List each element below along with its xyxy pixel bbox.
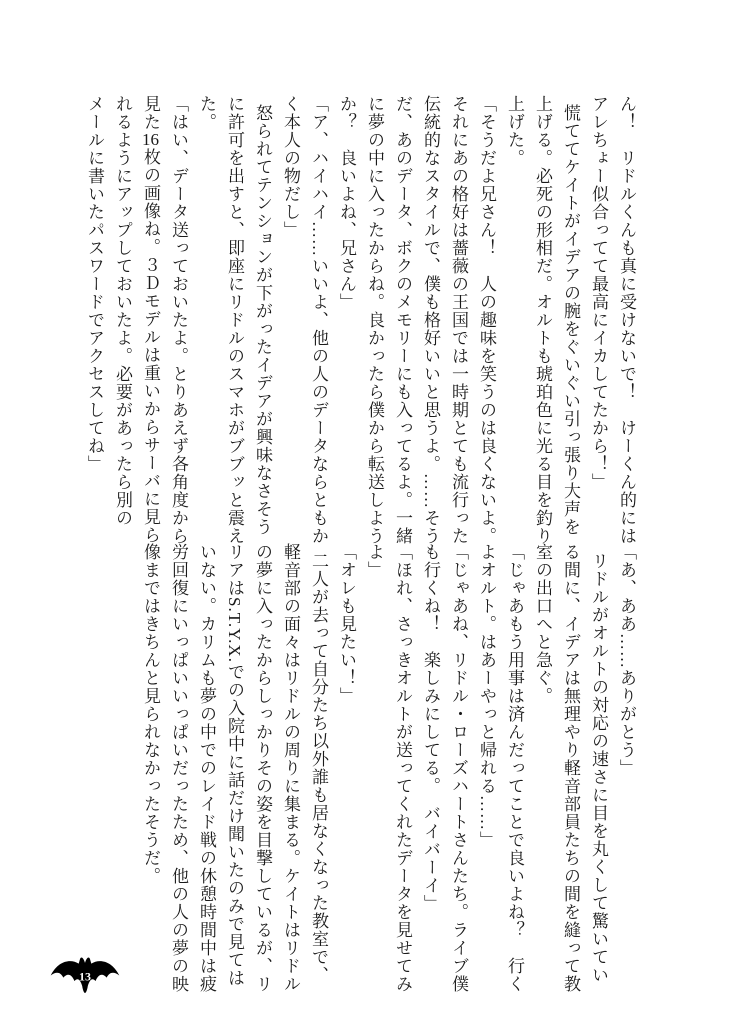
text-column: に許可を出すと、即座にリドルのスマホがブブッと震え [225,95,244,545]
text-column: それにあの格好は薔薇の王国では一時期とても流行った [449,95,468,545]
text-column: ん！ リドルくんも真に受けないで！ けーくん的には [617,95,636,545]
text-column: 室の出口へと急ぐ。 [533,543,552,705]
text-column: よ」 [365,543,384,579]
text-column: よオルト。はあーやっと帰れる……」 [477,543,496,849]
text-column: く本人の物だし」 [281,95,300,239]
text-column: に夢の中に入ったからね。良かったら僕から転送しよう [365,95,384,545]
text-column: 「そうだよ兄さん！ 人の趣味を笑うのは良くないよ。 [477,95,496,545]
text-column: アレちょー似合ってて最高にイカしてたから！」 [589,95,608,491]
text-column: だ、あのデータ、ボクのメモリーにも入ってるよ。一緒 [393,95,412,545]
bat-icon [50,950,120,1008]
text-column: 労回復にいっぱいいっぱいだったため、他の人の夢の映 [169,543,188,993]
top-text-block [80,95,640,545]
page-footer [50,950,120,1008]
text-column: 伝統的なスタイルで、僕も格好いいと思うよ。……そう [421,95,440,545]
text-column: 二人が去って自分たち以外誰も居なくなった教室で、 [309,551,328,984]
text-run: 見た [141,95,160,131]
text-column: の夢に入ったからしっかりその姿を目撃しているが、リ [253,543,272,993]
bottom-text-block [136,543,640,1001]
text-column: 「オレも見たい！」 [337,543,356,705]
tatechuyoko-number: 16 [142,131,159,148]
text-column: メールに書いたパスワードでアクセスしてね」 [85,95,104,473]
text-column: 像まではきちんと見られなかったそうだ。 [141,543,160,885]
text-column: か？ 良いよね、兄さん」 [337,95,356,311]
text-column: る間に、イデアは無理やり軽音部員たちの間を縫って教 [561,543,580,993]
text-column: 「ほれ、さっきオルトが送ってくれたデータを見せてみ [393,543,412,993]
text-column: 「はい、データ送っておいたよ。とりあえず各角度から [169,95,188,545]
text-column: 「じゃあね、リドル・ローズハートさんたち。ライブ僕 [449,543,468,993]
text-column: 軽音部の面々はリドルの周りに集まる。ケイトはリドル [281,543,300,993]
text-column: 「ア、ハイハイ……いいよ、他の人のデータならともか [309,95,328,545]
text-column: 「じゃあもう用事は済んだってことで良いよね？ 行く [505,543,524,993]
text-column: も行くね！ 楽しみにしてる。 バイバーイ」 [421,543,440,913]
text-column: 上げた。 [505,95,524,167]
text-column [136,95,164,542]
text-run: 枚の画像ね。３Ｄモデルは重いからサーバに見ら [141,148,160,544]
text-column: リアはS.T.Y.X.での入院中に話だけ聞いたのみで見ては [225,543,244,987]
text-column: れるようにアップしておいたよ。必要があったら別の [113,95,132,527]
page-number: 13 [79,969,91,984]
text-column: いない。カリムも夢の中でのレイド戦の休憩時間中は疲 [197,543,216,993]
text-column: 上げる。必死の形相だ。オルトも琥珀色に光る目を釣り [533,95,552,545]
text-column: リドルがオルトの対応の速さに目を丸くして驚いてい [589,551,608,984]
text-column: た。 [197,95,216,131]
text-column: 慌ててケイトがイデアの腕をぐいぐい引っ張り大声を [561,103,580,536]
text-column: 「あ、ああ……ありがとう」 [617,543,636,777]
text-column: 怒られてテンションが下がったイデアが興味なさそう [253,103,272,536]
